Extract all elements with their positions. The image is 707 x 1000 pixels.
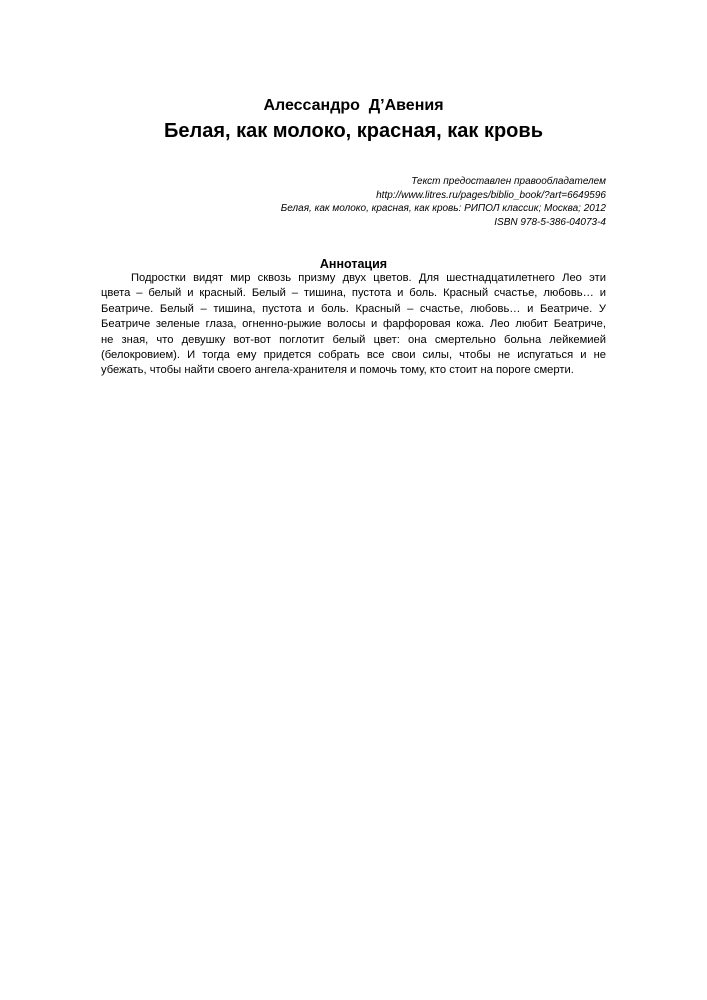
source-url: http://www.litres.ru/pages/biblio_book/?art=6649596: [376, 189, 606, 201]
annotation-line: убежать, чтобы найти своего ангела-хранителя и помочь тому, кто стоит на пороге смерти.: [101, 364, 574, 377]
annotation-text: [101, 271, 606, 379]
book-author: Алессандро Д’Авения: [263, 97, 444, 114]
annotation-line: Беатриче зеленые глаза, огненно-рыжие волосы и фарфоровая кожа. Лео любит Беатриче,: [101, 318, 606, 331]
annotation-line: Беатриче. Белый – тишина, пустота и боль. Красный – счастье, любовь… и Беатриче. У: [101, 302, 606, 315]
isbn-line: ISBN 978-5-386-04073-4: [494, 216, 606, 228]
annotation-line: не зная, что девушку вот-вот поглотит белый цвет: она смертельно больна лейкемией: [101, 333, 606, 346]
annotation-line: цвета – белый и красный. Белый – тишина, пустота и боль. Красный счастье, любовь… и: [101, 287, 606, 300]
publication-line: Белая, как молоко, красная, как кровь: РИПОЛ классик; Москва; 2012: [280, 203, 606, 214]
publication-info: [186, 175, 606, 229]
annotation-heading: Аннотация: [319, 257, 388, 271]
annotation-line: (белокровием). И тогда ему придется собрать все свои силы, чтобы не испугаться и не: [101, 348, 606, 361]
annotation-line: Подростки видят мир сквозь призму двух цветов. Для шестнадцатилетнего Лео эти: [131, 272, 606, 284]
rights-holder-line: Текст предоставлен правообладателем: [411, 176, 606, 187]
book-title: Белая, как молоко, красная, как кровь: [164, 120, 543, 142]
